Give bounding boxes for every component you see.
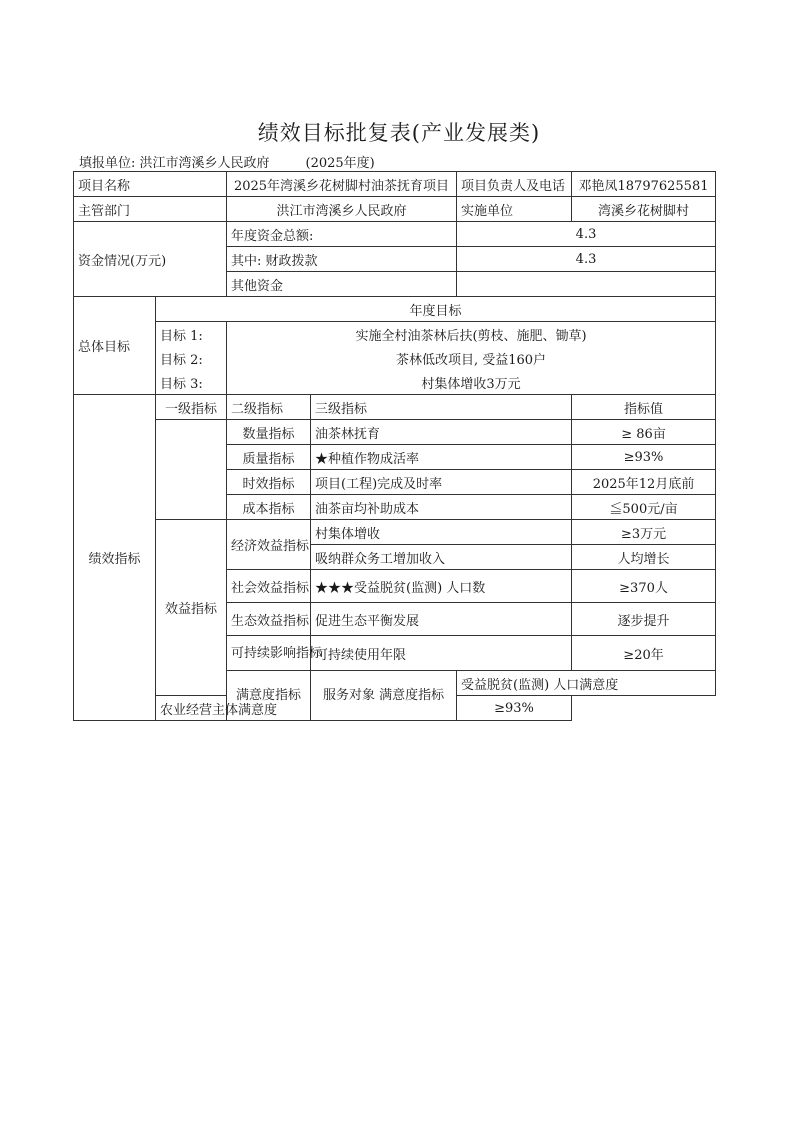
project-owner-label: 项目负责人及电话 bbox=[457, 172, 572, 197]
fill-unit-line bbox=[79, 152, 375, 171]
satisfaction-label: 满意度指标 bbox=[227, 671, 311, 721]
department-label: 主管部门 bbox=[74, 197, 227, 222]
output-row bbox=[74, 420, 716, 445]
perf-label: 绩效指标 bbox=[74, 395, 156, 721]
eco-value: 逐步提升 bbox=[572, 603, 716, 636]
perf-header-row bbox=[74, 395, 716, 420]
overall-header-row bbox=[74, 297, 716, 322]
perf-header-l3: 三级指标 bbox=[311, 395, 572, 420]
sustain-l3: 可持续使用年限 bbox=[311, 636, 572, 671]
overall-label: 总体目标 bbox=[74, 297, 156, 395]
output-value: ≦500元/亩 bbox=[572, 495, 716, 520]
project-name-value: 2025年湾溪乡花树脚村油茶抚育项目 bbox=[227, 172, 457, 197]
perf-header-l2: 二级指标 bbox=[227, 395, 311, 420]
satisfaction-value: ≥93% bbox=[457, 696, 572, 721]
project-name-row bbox=[74, 172, 716, 197]
goal-row bbox=[74, 346, 716, 370]
project-name-label: 项目名称 bbox=[74, 172, 227, 197]
economic-label: 经济效益指标 bbox=[227, 520, 311, 570]
economic-row bbox=[74, 520, 716, 545]
output-l2: 质量指标 bbox=[227, 445, 311, 470]
project-owner-value: 邓艳凤18797625581 bbox=[572, 172, 716, 197]
implementing-unit-label: 实施单位 bbox=[457, 197, 572, 222]
performance-table bbox=[73, 171, 716, 721]
report-year: (2025年度) bbox=[305, 156, 375, 171]
output-l2: 时效指标 bbox=[227, 470, 311, 495]
goal-label: 目标 3: bbox=[156, 370, 227, 395]
output-l2: 成本指标 bbox=[227, 495, 311, 520]
goal-text: 茶林低改项目, 受益160户 bbox=[227, 346, 716, 370]
social-l3: ★★★受益脱贫(监测) 人口数 bbox=[311, 570, 572, 603]
economic-l3: 村集体增收 bbox=[311, 520, 572, 545]
economic-l3: 吸纳群众务工增加收入 bbox=[311, 545, 572, 570]
goal-label: 目标 2: bbox=[156, 346, 227, 370]
implementing-unit-value: 湾溪乡花树脚村 bbox=[572, 197, 716, 222]
funds-total-row bbox=[74, 222, 716, 247]
sustain-value: ≥20年 bbox=[572, 636, 716, 671]
social-l2: 社会效益指标 bbox=[227, 570, 311, 603]
goal-row bbox=[74, 322, 716, 347]
perf-header-value: 指标值 bbox=[572, 395, 716, 420]
funds-other-value bbox=[457, 272, 716, 297]
fill-unit: 填报单位: 洪江市湾溪乡人民政府 bbox=[79, 156, 270, 171]
overall-header: 年度目标 bbox=[156, 297, 716, 322]
economic-value: ≥3万元 bbox=[572, 520, 716, 545]
perf-header-l1: 一级指标 bbox=[156, 395, 227, 420]
benefit-label: 效益指标 bbox=[156, 520, 227, 696]
funds-total-value: 4.3 bbox=[457, 222, 716, 247]
output-l3: ★种植作物成活率 bbox=[311, 445, 572, 470]
economic-value: 人均增长 bbox=[572, 545, 716, 570]
output-value: ≥ 86亩 bbox=[572, 420, 716, 445]
eco-l3: 促进生态平衡发展 bbox=[311, 603, 572, 636]
social-value: ≥370人 bbox=[572, 570, 716, 603]
funds-label: 资金情况(万元) bbox=[74, 222, 227, 297]
eco-l2: 生态效益指标 bbox=[227, 603, 311, 636]
output-l1-blank bbox=[156, 420, 227, 520]
page-title: 绩效目标批复表(产业发展类) bbox=[257, 121, 541, 145]
output-value: ≥93% bbox=[572, 445, 716, 470]
funds-other-label: 其他资金 bbox=[227, 272, 457, 297]
department-value: 洪江市湾溪乡人民政府 bbox=[227, 197, 457, 222]
output-l2: 数量指标 bbox=[227, 420, 311, 445]
output-l3: 项目(工程)完成及时率 bbox=[311, 470, 572, 495]
goal-text: 实施全村油茶林后扶(剪枝、施肥、锄草) bbox=[227, 322, 716, 347]
goal-text: 村集体增收3万元 bbox=[227, 370, 716, 395]
satisfaction-l3: 受益脱贫(监测) 人口满意度 bbox=[457, 671, 716, 696]
sustain-l2: 可持续影响指标 bbox=[227, 636, 311, 671]
service-label: 服务对象 满意度指标 bbox=[311, 671, 457, 721]
goal-row bbox=[74, 370, 716, 395]
output-value: 2025年12月底前 bbox=[572, 470, 716, 495]
satisfaction-l3: 农业经营主体满意度 bbox=[156, 696, 311, 721]
funds-finance-label: 其中: 财政拨款 bbox=[227, 247, 457, 272]
funds-finance-value: 4.3 bbox=[457, 247, 716, 272]
output-l3: 油茶亩均补助成本 bbox=[311, 495, 572, 520]
department-row bbox=[74, 197, 716, 222]
output-l3: 油茶林抚育 bbox=[311, 420, 572, 445]
funds-total-label: 年度资金总额: bbox=[227, 222, 457, 247]
goal-label: 目标 1: bbox=[156, 322, 227, 347]
